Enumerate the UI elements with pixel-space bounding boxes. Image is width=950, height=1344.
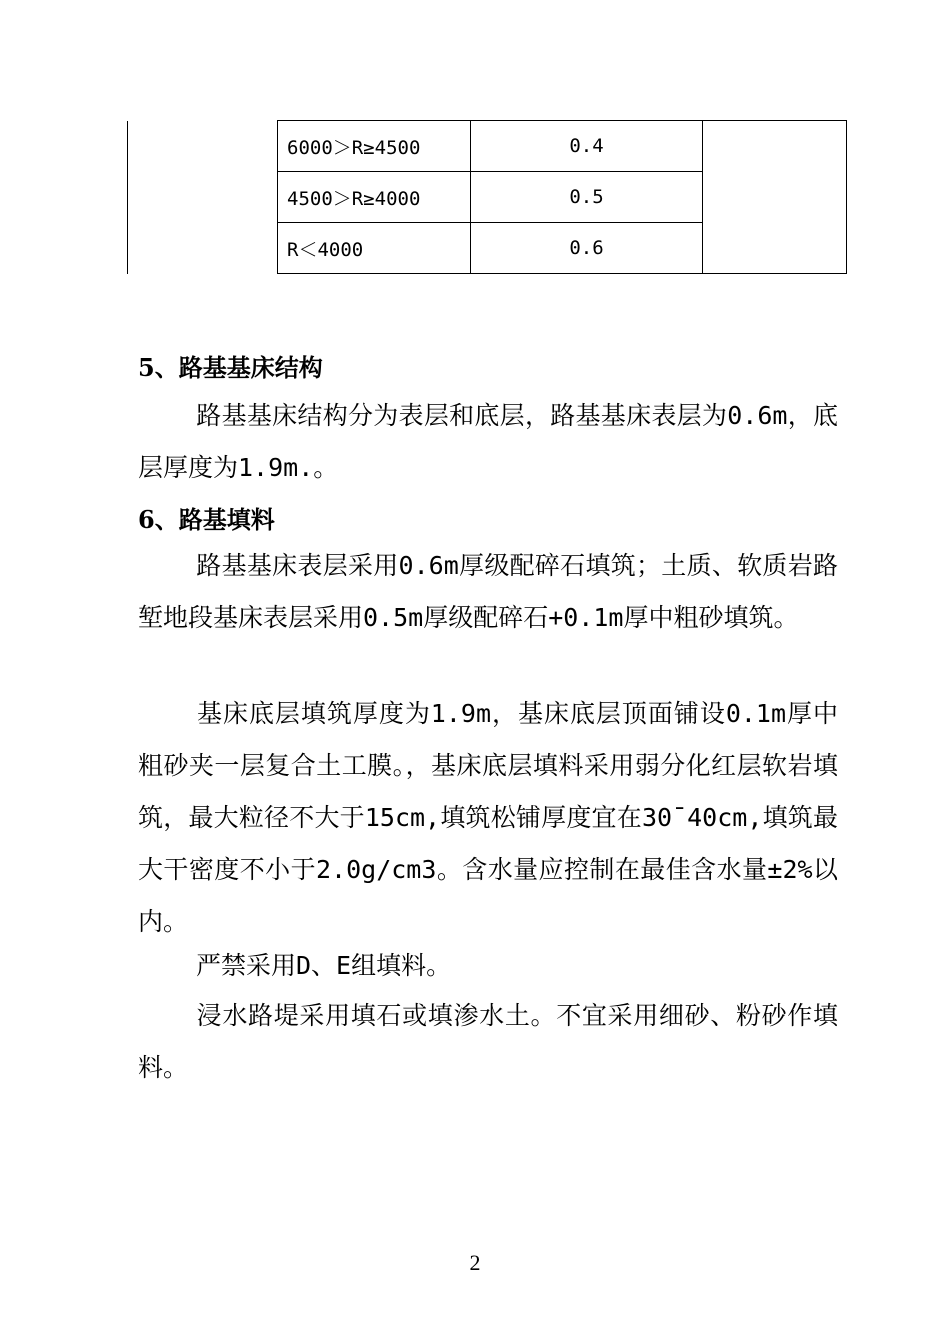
table-cell-blank <box>128 121 278 274</box>
table-cell-radius: R＜4000 <box>278 223 471 274</box>
table-row <box>128 121 847 172</box>
body-paragraph: 浸水路堤采用填石或填渗水土。不宜采用细砂、粉砂作填料。 <box>138 1001 838 1082</box>
body-paragraph: 基床底层填筑厚度为1.9m，基床底层顶面铺设0.1m厚中粗砂夹一层复合土工膜。，基床底层填料采用弱分化红层软岩填筑，最大粒径不大于15cm,填筑松铺厚度宜在30¯40cm,填筑最大干密度不小于2.0g/cm3。含水量应控制在最佳含水量±2%以内。 <box>138 699 838 936</box>
section-heading: 5、路基基床结构 <box>138 353 323 382</box>
body-paragraph: 严禁采用D、E组填料。 <box>196 951 452 980</box>
table-cell-value: 0.4 <box>471 121 703 172</box>
section-heading: 6、路基填料 <box>138 505 275 534</box>
table-cell-radius: 6000＞R≥4500 <box>278 121 471 172</box>
table-cell-radius: 4500＞R≥4000 <box>278 172 471 223</box>
table-cell-blank <box>703 121 847 274</box>
table-cell-value: 0.6 <box>471 223 703 274</box>
body-paragraph: 路基基床表层采用0.6m厚级配碎石填筑；土质、软质岩路堑地段基床表层采用0.5m厚级配碎石+0.1m厚中粗砂填筑。 <box>138 551 838 632</box>
curve-radius-table <box>127 120 847 274</box>
table-cell-value: 0.5 <box>471 172 703 223</box>
page-number: 2 <box>469 1250 481 1275</box>
body-paragraph: 路基基床结构分为表层和底层，路基基床表层为0.6m，底层厚度为1.9m.。 <box>138 401 838 482</box>
